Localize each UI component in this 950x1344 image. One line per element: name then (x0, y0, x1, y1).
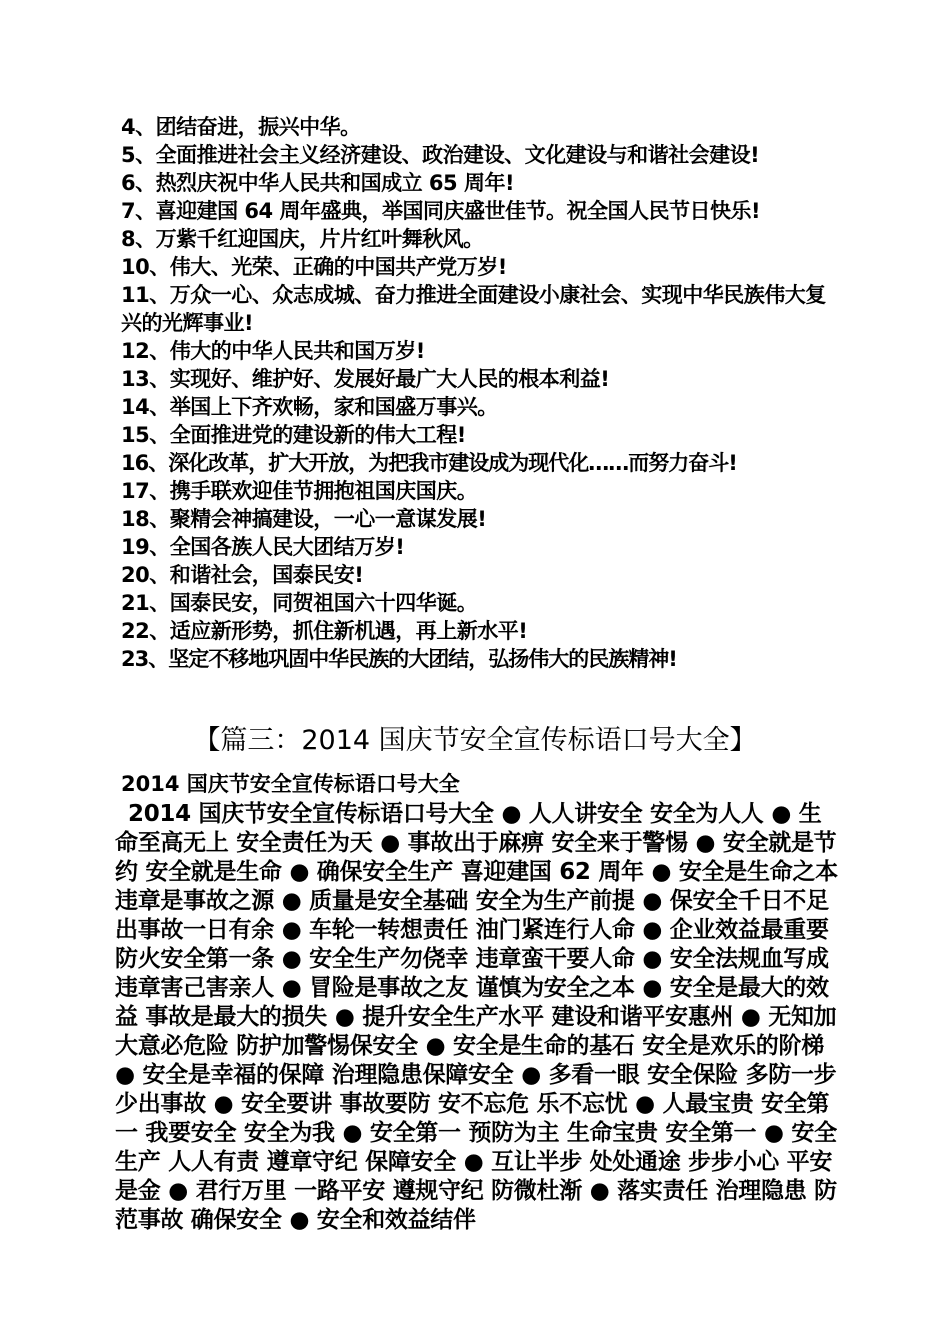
body-paragraph: 2014 国庆节安全宣传标语口号大全 ● 人人讲安全 安全为人人 ● 生命至高无上 安全责任为天 ● 事故出于麻痹 安全来于警惕 ● 安全就是节约 安全就是生命 ● 确保安全生产 喜迎建国 62 周年 ● 安全是生命之本 违章是事故之源 ● 质量是安全基础 安全为生产前提 ● 保安全千日不足 出事故一日有余 ● 车轮一转想责任 油门紧连行人命 ● 企业效益最重要 防火安全第一条 ● 安全生产勿侥幸 违章蛮干要人命 ● 安全法规血写成 违章害己害亲人 ● 冒险是事故之友 谨慎为安全之本 ● 安全是最大的效益 事故是最大的损失 ● 提升安全生产水平 建设和谐平安惠州 ● 无知加大意必危险 防护加警惕保安全 ● 安全是生命的基石 安全是欢乐的阶梯 ● 安全是幸福的保障 治理隐患保障安全 ● 多看一眼 安全保险 多防一步 少出事故 ● 安全要讲 事故要防 安不忘危 乐不忘忧 ● 人最宝贵 安全第一 我要安全 安全为我 ● 安全第一 预防为主 生命宝贵 安全第一 ● 安全生产 人人有责 遵章守纪 保障安全 ● 互让半步 处处通途 步步小心 平安是金 ● 君行万里 一路平安 遵规守纪 防微杜渐 ● 落实责任 治理隐患 防范事故 确保安全 ● 安全和效益结伴 (115, 801, 838, 1233)
slogan-list (115, 113, 840, 673)
list-item: 20、和谐社会，国泰民安! (121, 563, 364, 587)
list-item: 22、适应新形势，抓住新机遇，再上新水平! (121, 619, 528, 643)
list-item: 17、携手联欢迎佳节拥抱祖国庆国庆。 (121, 479, 478, 503)
list-item: 14、举国上下齐欢畅，家和国盛万事兴。 (121, 395, 498, 419)
list-item: 19、全国各族人民大团结万岁! (121, 535, 405, 559)
list-item: 5、全面推进社会主义经济建设、政治建设、文化建设与和谐社会建设! (121, 143, 760, 167)
list-item: 6、热烈庆祝中华人民共和国成立 65 周年! (121, 171, 515, 195)
list-item: 4、团结奋进，振兴中华。 (121, 115, 361, 139)
list-item: 7、喜迎建国 64 周年盛典，举国同庆盛世佳节。祝全国人民节日快乐! (121, 199, 761, 223)
list-item: 11、万众一心、众志成城、奋力推进全面建设小康社会、实现中华民族伟大复兴的光辉事业! (121, 283, 826, 335)
list-item: 10、伟大、光荣、正确的中国共产党万岁! (121, 255, 507, 279)
list-item: 8、万紫千红迎国庆，片片红叶舞秋风。 (121, 227, 484, 251)
section-subtitle: 2014 国庆节安全宣传标语口号大全 (121, 772, 460, 796)
list-item: 12、伟大的中华人民共和国万岁! (121, 339, 425, 363)
list-item: 16、深化改革，扩大开放，为把我市建设成为现代化……而努力奋斗! (121, 451, 737, 475)
section-heading: 【篇三：2014 国庆节安全宣传标语口号大全】 (193, 725, 757, 756)
list-item: 15、全面推进党的建设新的伟大工程! (121, 423, 466, 447)
list-item: 18、聚精会神搞建设，一心一意谋发展! (121, 507, 487, 531)
list-item: 13、实现好、维护好、发展好最广大人民的根本利益! (121, 367, 610, 391)
list-item: 21、国泰民安，同贺祖国六十四华诞。 (121, 591, 478, 615)
list-item: 23、坚定不移地巩固中华民族的大团结，弘扬伟大的民族精神! (121, 647, 677, 671)
